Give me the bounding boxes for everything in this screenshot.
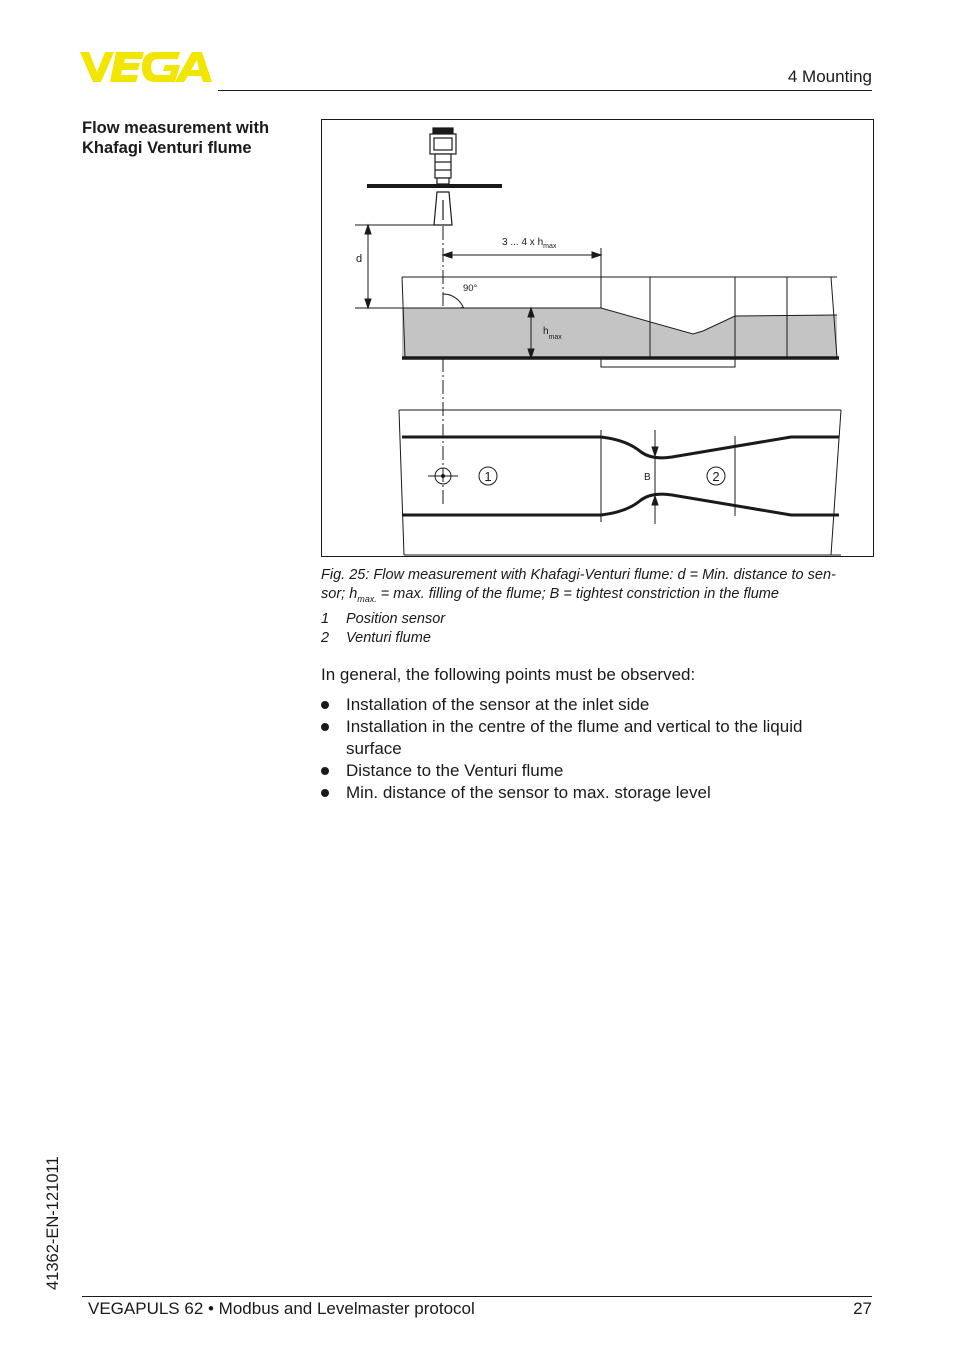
bullet-icon <box>321 789 329 797</box>
section-label: 4 Mounting <box>787 67 872 86</box>
caption-line-2: sor; $h_{max.} = \max$. filling of the flume; B = tightest constriction in the flume <box>321 586 779 604</box>
list-item: Installation of the sensor at the inlet side <box>321 694 861 716</box>
bullet-icon <box>321 723 329 731</box>
requirements-list <box>321 694 861 804</box>
label-b: B <box>644 472 651 483</box>
intro-text: In general, the following points must be observed: <box>321 665 696 684</box>
radar-sensor <box>430 128 456 225</box>
label-distance: 3 ... 4 x $h_{max}$ <box>502 237 557 250</box>
list-item: Installation in the centre of the flume and vertical to the liquid surface <box>321 716 861 760</box>
vega-logo <box>80 52 212 82</box>
list-item: Min. distance of the sensor to max. storage level <box>321 782 861 804</box>
flume-top-view <box>399 410 841 555</box>
svg-text:2: 2 <box>712 469 720 484</box>
legend-item: 2 Venturi flume <box>321 630 431 646</box>
dimension-d <box>355 225 434 308</box>
figure-legend <box>321 610 445 648</box>
label-d: d <box>356 253 363 265</box>
svg-text:1: 1 <box>484 469 492 484</box>
dimension-distance <box>443 248 601 308</box>
footer-title: VEGAPULS 62 • Modbus and Levelmaster protocol <box>88 1299 475 1318</box>
label-hmax: $h_{max}$ <box>543 326 562 341</box>
list-item: Distance to the Venturi flume <box>321 760 861 782</box>
dimension-b <box>652 430 658 524</box>
document-id: 41362-EN-121011 <box>44 1156 62 1290</box>
marker-1 <box>479 467 497 485</box>
section-heading: Flow measurement with Khafagi Venturi flume <box>82 119 270 157</box>
page-number: 27 <box>853 1299 872 1318</box>
legend-item: 1 Position sensor <box>321 611 446 627</box>
figure-venturi-flume <box>321 119 874 557</box>
figure-caption <box>321 566 881 609</box>
bullet-icon <box>321 701 329 709</box>
flume-drawing <box>322 120 875 558</box>
label-angle: 90° <box>463 283 478 294</box>
caption-line-1: Fig. 25: Flow measurement with Khafagi-Venturi flume: d = Min. distance to sen- <box>321 567 836 583</box>
marker-2 <box>707 467 725 485</box>
header-rule <box>218 90 872 91</box>
footer-rule <box>82 1296 872 1297</box>
bullet-icon <box>321 767 329 775</box>
